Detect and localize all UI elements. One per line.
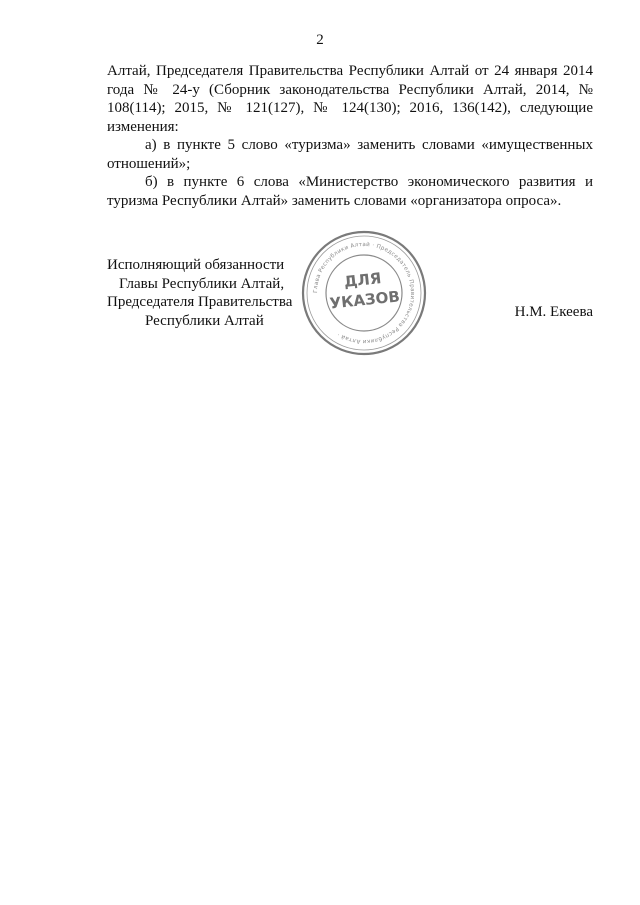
signer-name: Н.М. Екеева: [514, 304, 593, 320]
document-body: [107, 62, 593, 210]
paragraph-item-b: б) в пункте 6 слова «Министерство экономического развития и туризма Республики Алтай» заменить словами «организатора опроса».: [107, 174, 593, 209]
page-number: 2: [316, 32, 324, 48]
paragraph-intro: Алтай, Председателя Правительства Республики Алтай от 24 января 2014 года № 24-у (Сборник законодательства Республики Алтай, 2014, № 108(114); 2015, № 121(127), № 124(130); 2016, 136(142), следующие изменения:: [107, 63, 593, 135]
stamp-word-2: УКАЗОВ: [328, 287, 401, 313]
signature-title-line: Исполняющий обязанности: [107, 257, 285, 273]
signature-title-line: Главы Республики Алтай,: [119, 275, 285, 292]
stamp-word-1: ДЛЯ: [343, 269, 383, 291]
signature-title-line: Председателя Правительства: [107, 294, 293, 310]
official-seal-stamp: [300, 229, 428, 357]
signature-title-line: Республики Алтай: [145, 312, 264, 329]
svg-text:Глава Республики Алтай · Предс: Глава Республики Алтай · Председатель Правительства Республики Алтай ·: [312, 241, 416, 345]
paragraph-item-a: а) в пункте 5 слово «туризма» заменить словами «имущественных отношений»;: [107, 137, 593, 172]
signature-title-block: [107, 256, 292, 330]
